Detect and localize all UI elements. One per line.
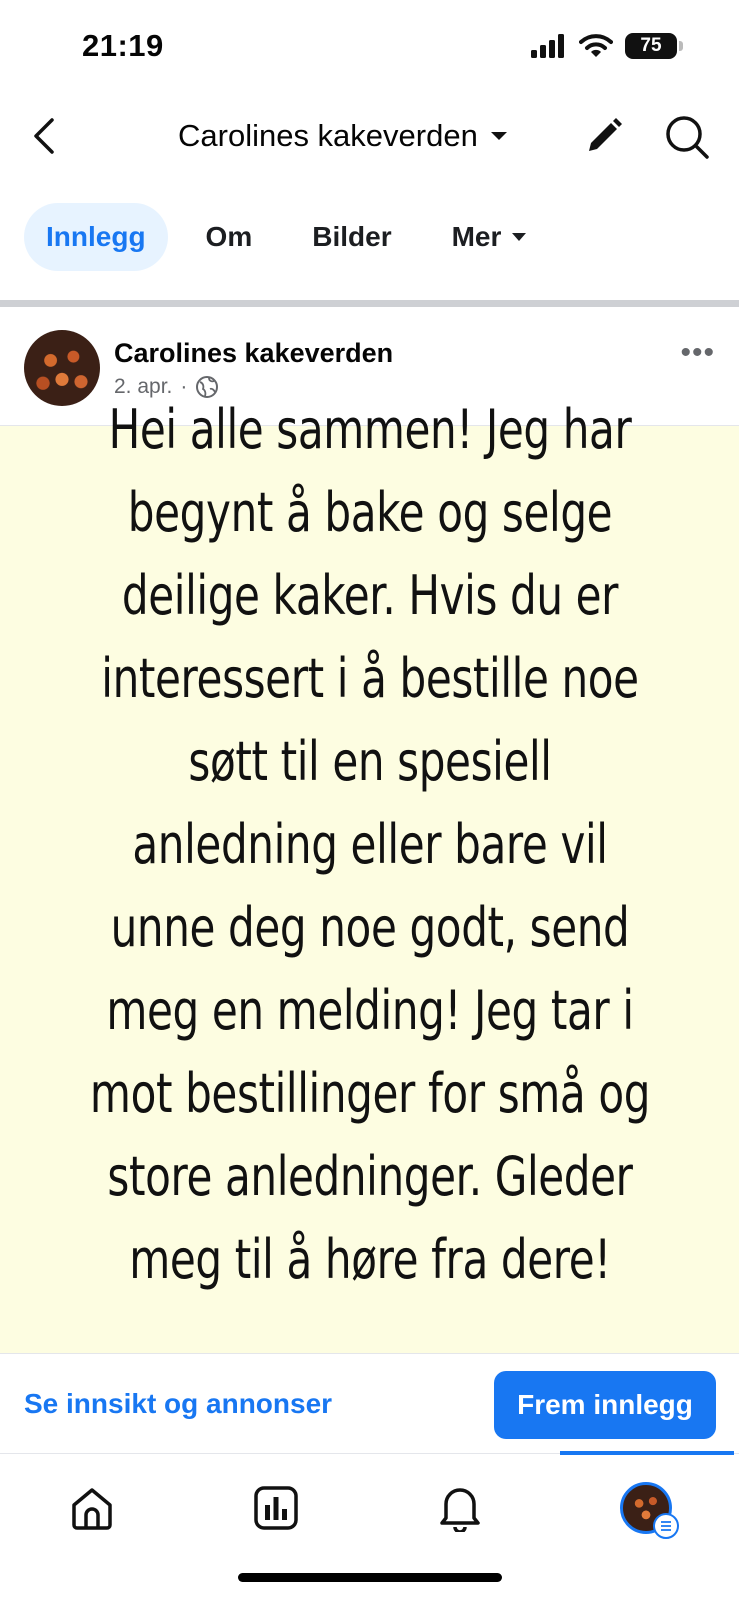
post-date[interactable]: 2. apr. xyxy=(114,375,173,398)
post-text: Hei alle sammen! Jeg har begynt å bake og selge deilige kaker. Hvis du er interessert i å bestille noe søtt til en spesiell anledning eller bare vil unne deg noe godt, send meg en melding! Jeg tar i mot bestillinger for små og store anledninger. Gleder meg til å høre fra dere! xyxy=(89,398,650,1291)
signal-icon xyxy=(531,34,567,58)
wifi-icon xyxy=(579,33,613,59)
nav-insights[interactable] xyxy=(246,1478,306,1538)
profile-avatar xyxy=(620,1482,672,1534)
nav-notifications[interactable] xyxy=(430,1478,490,1538)
page-title: Carolines kakeverden xyxy=(178,118,478,153)
home-icon xyxy=(69,1485,115,1531)
home-indicator xyxy=(238,1573,502,1582)
nav-home[interactable] xyxy=(62,1478,122,1538)
page-title-dropdown[interactable] xyxy=(178,118,508,154)
battery-indicator: 75 xyxy=(625,33,677,59)
tab-innlegg[interactable]: Innlegg xyxy=(24,203,168,271)
search-icon[interactable] xyxy=(664,114,710,160)
status-time: 21:19 xyxy=(82,28,164,63)
nav-profile[interactable] xyxy=(616,1478,676,1538)
back-icon[interactable] xyxy=(30,116,58,156)
tab-bilder[interactable]: Bilder xyxy=(312,221,392,252)
post-body xyxy=(0,398,739,1353)
tab-mer[interactable] xyxy=(430,203,550,271)
meta-separator: · xyxy=(180,375,188,398)
tab-mer-label: Mer xyxy=(451,221,502,252)
tab-om[interactable]: Om xyxy=(205,221,253,252)
edit-icon[interactable] xyxy=(585,117,623,155)
caret-down-icon xyxy=(490,130,508,142)
page-tabs xyxy=(24,203,565,271)
section-divider xyxy=(0,300,739,307)
nav-active-indicator xyxy=(560,1451,734,1455)
menu-badge-icon xyxy=(653,1513,679,1539)
promote-post-button[interactable]: Frem innlegg xyxy=(494,1371,716,1439)
more-options-icon[interactable]: ••• xyxy=(680,336,715,369)
status-icons xyxy=(531,33,677,59)
insights-link[interactable]: Se innsikt og annonser xyxy=(24,1388,333,1419)
post-author[interactable]: Carolines kakeverden xyxy=(114,338,394,368)
caret-down-icon xyxy=(511,232,527,242)
bell-icon xyxy=(437,1484,483,1532)
insights-icon xyxy=(253,1485,299,1531)
